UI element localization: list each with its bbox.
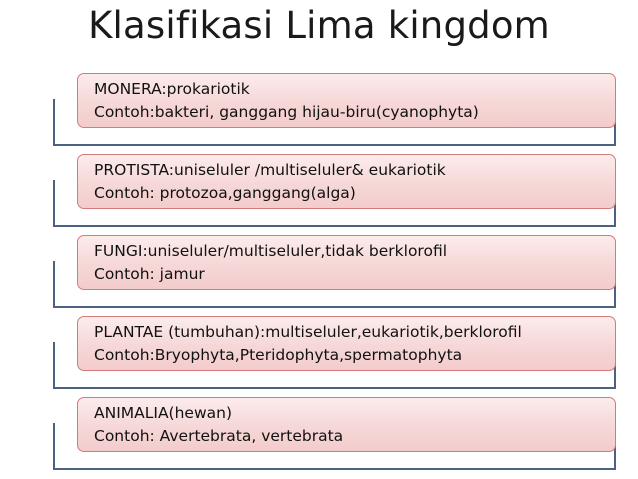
kingdom-name: PROTISTA:uniseluler /multiseluler& eukariotik xyxy=(94,161,446,179)
kingdom-name: FUNGI:uniseluler/multiseluler,tidak berklorofil xyxy=(94,242,448,260)
kingdom-box-animalia xyxy=(77,397,616,452)
kingdom-example: Contoh: Avertebrata, vertebrata xyxy=(94,427,344,445)
kingdom-example: Contoh: protozoa,ganggang(alga) xyxy=(94,184,356,202)
slide-title: Klasifikasi Lima kingdom xyxy=(88,4,550,47)
kingdom-example: Contoh:Bryophyta,Pteridophyta,spermatophyta xyxy=(94,346,463,364)
kingdom-name: ANIMALIA(hewan) xyxy=(94,404,233,422)
kingdom-box-plantae xyxy=(77,316,616,371)
kingdom-box-fungi xyxy=(77,235,616,290)
kingdom-example: Contoh: jamur xyxy=(94,265,205,283)
kingdom-example: Contoh:bakteri, ganggang hijau-biru(cyanophyta) xyxy=(94,103,479,121)
kingdom-name: PLANTAE (tumbuhan):multiseluler,eukariotik,berklorofil xyxy=(94,323,522,341)
kingdom-box-protista xyxy=(77,154,616,209)
kingdom-box-monera xyxy=(77,73,616,128)
kingdom-name: MONERA:prokariotik xyxy=(94,80,250,98)
